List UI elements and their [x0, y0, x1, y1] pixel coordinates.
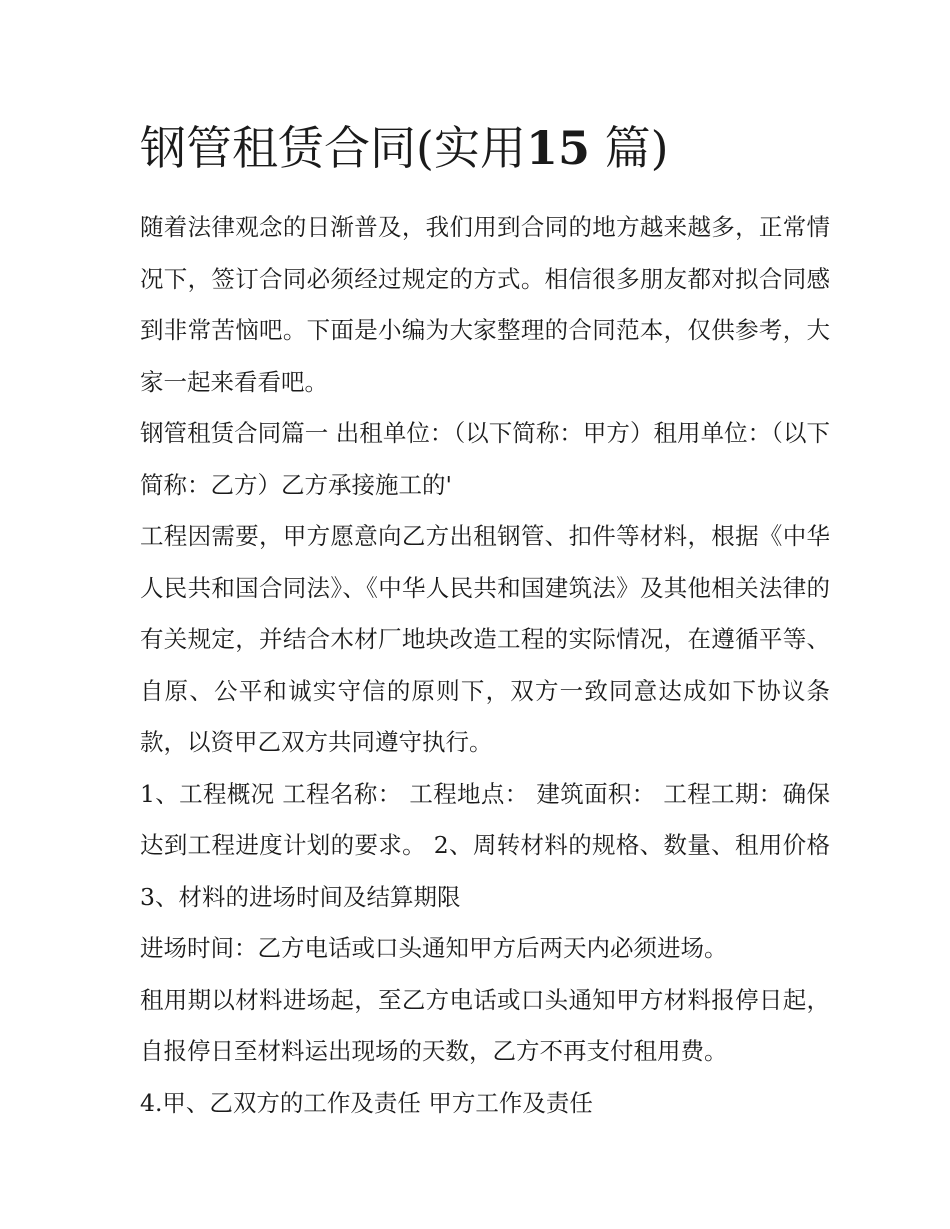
title-prefix: 钢管租赁合同(实用	[140, 121, 526, 175]
title-number: 15	[525, 121, 590, 175]
title-suffix: 篇)	[589, 121, 669, 175]
paragraph-intro: 随着法律观念的日渐普及，我们用到合同的地方越来越多，正常情况下，签订合同必须经过规定的方式。相信很多朋友都对拟合同感到非常苦恼吧。下面是小编为大家整理的合同范本，仅供参考，大家一起来看看吧。	[140, 213, 830, 396]
paragraph-parties: 钢管租赁合同篇一 出租单位：（以下简称：甲方）租用单位：（以下简称：乙方）乙方承接施工的'	[140, 419, 830, 499]
paragraph-rental-period: 租用期以材料进场起，至乙方电话或口头通知甲方材料报停日起，自报停日至材料运出现场的天数，乙方不再支付租用费。	[140, 985, 830, 1065]
paragraph-purpose: 工程因需要，甲方愿意向乙方出租钢管、扣件等材料，根据《中华人民共和国合同法》、《中华人民共和国建筑法》及其他相关法律的有关规定，并结合木材厂地块改造工程的实际情况，在遵循平等、自原、公平和诚实守信的原则下，双方一致同意达成如下协议条款，以资甲乙双方共同遵守执行。	[140, 522, 830, 756]
document-title	[140, 112, 830, 184]
document-page	[140, 112, 830, 1129]
paragraph-responsibilities: 4.甲、乙双方的工作及责任 甲方工作及责任	[140, 1088, 593, 1117]
paragraph-project-overview: 1、工程概况 工程名称： 工程地点： 建筑面积： 工程工期：确保达到工程进度计划的要求。 2、周转材料的规格、数量、租用价格 3、材料的进场时间及结算期限	[140, 779, 830, 911]
paragraph-entry-time: 进场时间：乙方电话或口头通知甲方后两天内必须进场。	[140, 934, 728, 962]
